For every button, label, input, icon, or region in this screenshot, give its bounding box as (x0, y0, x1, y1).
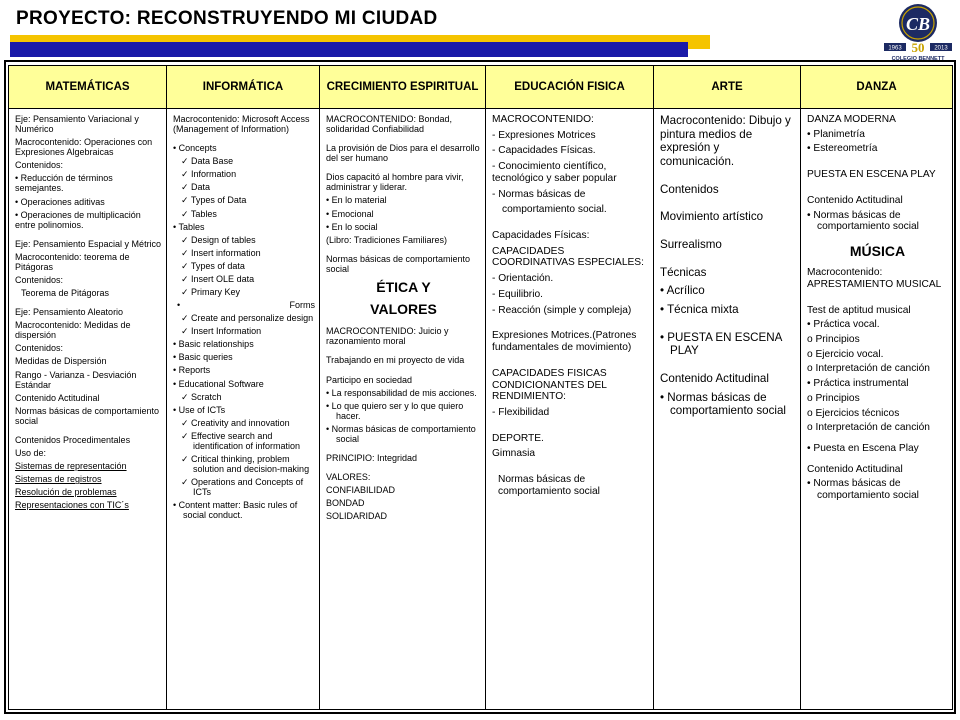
list-item: - Orientación. (492, 273, 554, 285)
list-item: • Forms (177, 300, 315, 311)
checkmark-icon: ✓ (181, 391, 192, 402)
list-item: Trabajando en mi proyecto de vida (326, 355, 465, 366)
list-item: • PUESTA EN ESCENA PLAY (660, 330, 782, 358)
list-item: DEPORTE. (492, 432, 544, 444)
cell-arte (654, 109, 801, 710)
header-informatica: INFORMÁTICA (167, 66, 320, 109)
list-item: ✓ Types of Data (181, 195, 247, 206)
list-item: Capacidades Físicas: (492, 230, 590, 242)
list-item: ✓ Insert Information (181, 326, 262, 337)
checkmark-icon: ✓ (181, 156, 192, 167)
checkmark-icon: ✓ (181, 326, 192, 337)
list-item: Eje: Pensamiento Variacional y Numérico (15, 114, 139, 135)
cell-matematicas (9, 109, 167, 710)
logo-year-start: 1963 (888, 45, 902, 52)
header-row (9, 66, 953, 109)
list-item: PRINCIPIO: Integridad (326, 452, 418, 463)
list-item: Macrocontenido: teorema de Pitágoras (15, 251, 130, 272)
list-item: Macrocontenido: APRESTAMIENTO MUSICAL (807, 267, 942, 290)
list-item: Medidas de Dispersión (15, 356, 107, 367)
list-item: Macrocontenido: Medidas de dispersión (15, 320, 131, 341)
list-item: CONFIABILIDAD (326, 485, 396, 496)
checkmark-icon: ✓ (181, 182, 192, 193)
list-item: • Acrílico (660, 284, 705, 298)
list-item: ✓ Data (181, 182, 211, 193)
list-item: • Operaciones aditivas (15, 196, 105, 207)
cell-educacion-fisica (486, 109, 654, 710)
list-item: - Reacción (simple y compleja) (492, 304, 632, 316)
list-item: Rango - Varianza - Desviación Estándar (15, 369, 137, 390)
list-item: ✓ Effective search and identification of information (181, 430, 301, 451)
list-item: • En lo social (326, 221, 378, 232)
list-item: CAPACIDADES FISICAS CONDICIONANTES DEL RENDIMIENTO: (492, 367, 607, 403)
list-item: Teorema de Pitágoras (21, 288, 110, 299)
list-item: Contenidos (660, 182, 719, 196)
checkmark-icon: ✓ (181, 477, 192, 488)
list-item: - Conocimiento científico, tecnológico y saber popular (492, 161, 617, 184)
list-item: ✓ Design of tables (181, 234, 256, 245)
cell-crecimiento-espiritual (320, 109, 486, 710)
list-item: • Práctica instrumental (807, 378, 909, 390)
list-item: o Principios (807, 392, 860, 404)
list-item: Normas básicas de comportamiento social (15, 405, 160, 426)
list-item: • La responsabilidad de mis acciones. (326, 387, 477, 398)
list-item: ✓ Scratch (181, 391, 222, 402)
list-item: DANZA MODERNA (807, 114, 896, 125)
page-title: PROYECTO: RECONSTRUYENDO MI CIUDAD (16, 8, 438, 29)
list-item: • Lo que quiero ser y lo que quiero hacer. (326, 400, 464, 421)
curriculum-table (8, 65, 953, 710)
list-item: Dios capacitó al hombre para vivir, administrar y liderar. (326, 172, 464, 193)
list-item: Contenido Actitudinal (807, 194, 903, 206)
list-item: • Reducción de términos semejantes. (15, 173, 113, 194)
list-item: Contenidos: (15, 343, 64, 354)
checkmark-icon: ✓ (181, 313, 192, 324)
list-item: - Flexibilidad (492, 406, 550, 418)
list-item: Técnicas (660, 265, 707, 279)
list-item: La provisión de Dios para el desarrollo del ser humano (326, 143, 480, 164)
list-item: Test de aptitud musical (807, 304, 911, 316)
logo-initials: CB (905, 14, 931, 34)
list-item: Uso de: (15, 448, 47, 459)
list-item: Contenido Actitudinal (15, 392, 100, 403)
list-item: - Equilibrio. (492, 288, 543, 300)
list-item: Contenidos: (15, 275, 64, 286)
section-heading-etica: ÉTICA Y (376, 278, 431, 295)
list-item: ✓ Information (181, 169, 237, 180)
list-item: • Concepts (173, 143, 217, 154)
list-item: CAPACIDADES COORDINATIVAS ESPECIALES: (492, 245, 644, 269)
checkmark-icon: ✓ (181, 234, 192, 245)
list-item: • Normas básicas de comportamiento social (807, 209, 919, 233)
list-item: - Capacidades Físicas. (492, 145, 596, 157)
logo-school-name: COLEGIO BENNETT (891, 56, 945, 62)
list-item: • Normas básicas de comportamiento social (660, 390, 786, 418)
list-item: Contenido Actitudinal (660, 372, 769, 386)
list-item: VALORES: (326, 472, 371, 483)
checkmark-icon: ✓ (181, 195, 191, 206)
list-item: Movimiento artístico (660, 210, 764, 224)
list-item: Expresiones Motrices.(Patrones fundamentales de movimiento) (492, 330, 637, 354)
cell-danza (801, 109, 953, 710)
list-item: Macrocontenido: Operaciones con Expresiones Algebraicas (15, 137, 153, 158)
list-item: Normas básicas de comportamiento social (326, 253, 471, 274)
list-item: MACROCONTENIDO: Bondad, solidaridad Confiabilidad (326, 114, 453, 135)
list-item: ✓ Insert OLE data (181, 273, 255, 284)
list-item: • Estereometría (807, 143, 878, 155)
checkmark-icon: ✓ (181, 247, 192, 258)
content-row (9, 109, 953, 710)
list-item: Eje: Pensamiento Aleatorio (15, 307, 124, 318)
logo-anniversary: 50 (911, 40, 925, 55)
list-item: - Expresiones Motrices (492, 129, 596, 141)
list-item: PUESTA EN ESCENA PLAY (807, 169, 936, 181)
list-item: ✓ Types of data (181, 260, 245, 271)
list-item: BONDAD (326, 498, 365, 509)
list-item: ✓ Tables (181, 208, 217, 219)
header-danza: DANZA (801, 66, 953, 109)
list-item: Contenidos: (15, 160, 64, 171)
list-item: Contenido Actitudinal (807, 463, 903, 475)
list-item: ✓ Create and personalize design (181, 313, 314, 324)
list-item: • Planimetría (807, 128, 865, 140)
list-item: - Normas básicas de (492, 188, 586, 200)
checkmark-icon: ✓ (181, 454, 192, 465)
list-item: • En lo material (326, 195, 387, 206)
list-item: o Principios (807, 334, 860, 345)
list-item: ✓ Insert information (181, 247, 261, 258)
section-heading-valores: VALORES (370, 300, 437, 317)
list-item: • Técnica mixta (660, 303, 739, 317)
list-item: • Reports (173, 365, 211, 376)
list-item: • Práctica vocal. (807, 319, 880, 331)
list-item: • Educational Software (173, 378, 264, 389)
list-item: Macrocontenido: Dibujo y pintura medios de expresión y comunicación. (660, 114, 791, 169)
list-item: • Puesta en Escena Play (807, 443, 919, 455)
header-matematicas: MATEMÁTICAS (9, 66, 167, 109)
title-underline-blue (10, 42, 688, 57)
list-item: o Ejercicios técnicos (807, 407, 900, 419)
list-item: MACROCONTENIDO: (492, 114, 594, 125)
list-item: Resolución de problemas (15, 487, 117, 498)
list-item: • Normas básicas de comportamiento social (326, 423, 476, 444)
list-item: Participo en sociedad (326, 374, 413, 385)
list-item: SOLIDARIDAD (326, 511, 388, 522)
list-item: ✓ Data Base (181, 156, 234, 167)
list-item: Eje: Pensamiento Espacial y Métrico (15, 238, 162, 249)
list-item: • Operaciones de multiplicación entre polinomios. (15, 209, 141, 230)
checkmark-icon: ✓ (181, 273, 192, 284)
logo-year-end: 2013 (934, 45, 948, 52)
list-item: • Basic relationships (173, 339, 254, 350)
list-item: ✓ Creativity and innovation (181, 417, 290, 428)
school-logo (880, 2, 956, 62)
list-item: (Libro: Tradiciones Familiares) (326, 234, 448, 245)
list-item: Sistemas de representación (15, 461, 127, 472)
checkmark-icon: ✓ (181, 260, 191, 271)
checkmark-icon: ✓ (181, 430, 192, 441)
list-item: comportamiento social. (502, 204, 607, 216)
list-item: • Tables (173, 221, 205, 232)
list-item: • Content matter: Basic rules of social conduct. (173, 500, 298, 521)
list-item: • Normas básicas de comportamiento social (807, 478, 919, 502)
list-item: • Emocional (326, 208, 374, 219)
checkmark-icon: ✓ (181, 169, 192, 180)
list-item: o Ejercicio vocal. (807, 348, 884, 360)
checkmark-icon: ✓ (181, 287, 192, 298)
checkmark-icon: ✓ (181, 208, 191, 219)
section-heading-musica: MÚSICA (849, 243, 906, 260)
list-item: Representaciones con TIC´s (15, 500, 129, 511)
cell-informatica (167, 109, 320, 710)
header-crecimiento-espiritual: CRECIMIENTO ESPIRITUAL (320, 66, 486, 109)
list-item: ✓ Primary Key (181, 287, 241, 298)
list-item: MACROCONTENIDO: Juicio y razonamiento moral (326, 326, 449, 347)
bullet-icon: • (177, 300, 181, 311)
list-item: Gimnasia (492, 448, 536, 460)
checkmark-icon: ✓ (181, 417, 192, 428)
list-item: Sistemas de registros (15, 474, 102, 485)
list-item: • Use of ICTs (173, 404, 226, 415)
list-item: ✓ Operations and Concepts of ICTs (181, 477, 304, 498)
list-item: o Interpretación de canción (807, 363, 930, 375)
list-item: Surrealismo (660, 238, 722, 252)
list-item: ✓ Critical thinking, problem solution and decision-making (181, 454, 310, 475)
header-educacion-fisica: EDUCACIÓN FISICA (486, 66, 654, 109)
list-item: Contenidos Procedimentales (15, 434, 131, 445)
list-item: Macrocontenido: Microsoft Access (Management of Information) (173, 114, 310, 135)
header-arte: ARTE (654, 66, 801, 109)
list-item: Normas básicas de comportamiento social (498, 474, 600, 497)
list-item: • Basic queries (173, 352, 233, 363)
list-item: o Interpretación de canción (807, 422, 930, 434)
